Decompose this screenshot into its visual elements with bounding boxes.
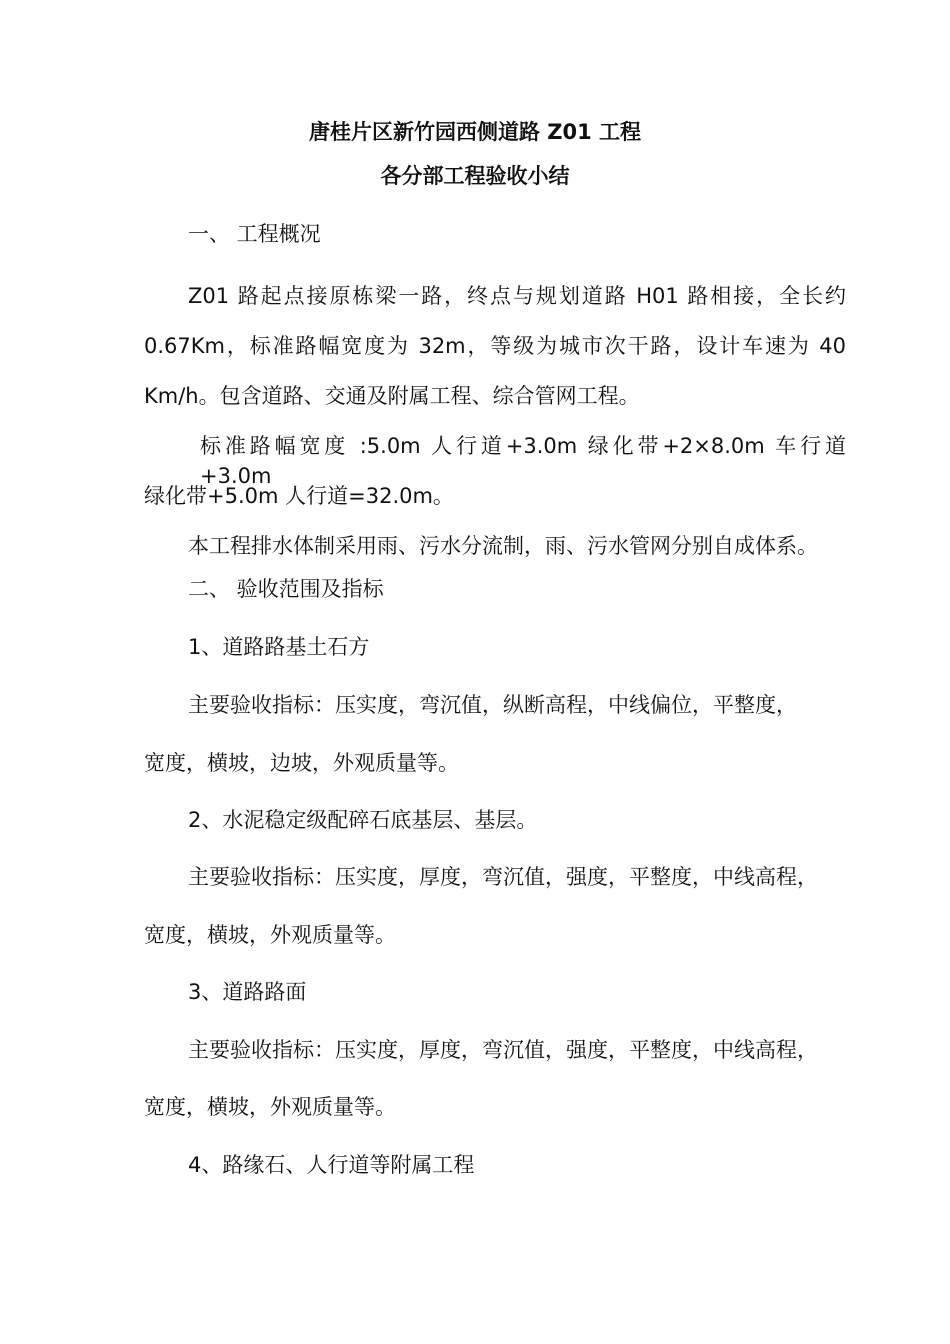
item-1-line-1: 主要验收指标：压实度，弯沉值，纵断高程，中线偏位，平整度， xyxy=(188,693,797,717)
document-subtitle: 各分部工程验收小结 xyxy=(380,164,570,188)
document-title: 唐桂片区新竹园西侧道路 Z01 工程 xyxy=(308,120,642,144)
item-1-line-2: 宽度，横坡，边坡，外观质量等。 xyxy=(144,751,459,775)
item-3-line-2: 宽度，横坡，外观质量等。 xyxy=(144,1095,396,1119)
item-3-line-1: 主要验收指标：压实度，厚度，弯沉值，强度，平整度，中线高程， xyxy=(188,1038,818,1062)
section-1-heading: 一、 工程概况 xyxy=(188,222,321,246)
section-2-heading: 二、 验收范围及指标 xyxy=(188,577,384,601)
item-2-title: 2、水泥稳定级配碎石底基层、基层。 xyxy=(188,808,538,832)
item-3-title: 3、道路路面 xyxy=(188,980,307,1004)
item-1-title: 1、道路路基土石方 xyxy=(188,635,370,659)
width-desc-line-1: 标准路幅宽度 :5.0m 人行道+3.0m 绿化带+2×8.0m 车行道+3.0m xyxy=(200,434,846,488)
item-2-line-1: 主要验收指标：压实度，厚度，弯沉值，强度，平整度，中线高程， xyxy=(188,865,818,889)
overview-line-2: 0.67Km，标准路幅宽度为 32m，等级为城市次干路，设计车速为 40 xyxy=(144,334,846,358)
overview-line-1: Z01 路起点接原栋梁一路，终点与规划道路 H01 路相接，全长约 xyxy=(188,284,846,308)
drainage-paragraph: 本工程排水体制采用雨、污水分流制，雨、污水管网分别自成体系。 xyxy=(188,534,818,558)
overview-line-3: Km/h。包含道路、交通及附属工程、综合管网工程。 xyxy=(144,384,640,408)
width-desc-line-2: 绿化带+5.0m 人行道=32.0m。 xyxy=(144,484,454,508)
item-2-line-2: 宽度，横坡，外观质量等。 xyxy=(144,923,396,947)
item-4-title: 4、路缘石、人行道等附属工程 xyxy=(188,1153,475,1177)
